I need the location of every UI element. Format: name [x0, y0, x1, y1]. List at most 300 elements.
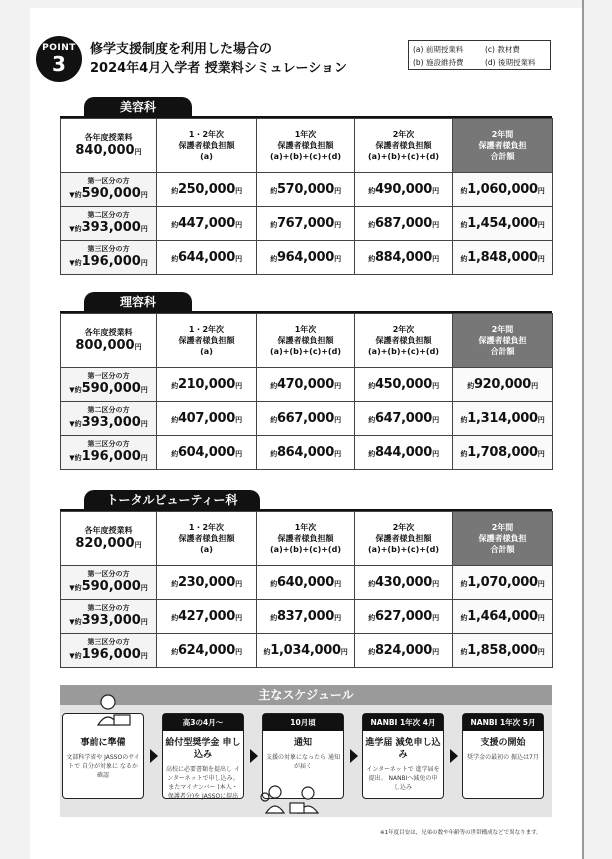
- yen-unit: 円: [134, 147, 142, 156]
- legend-c: (c) 教材費: [485, 45, 520, 54]
- amount-cell: [355, 207, 453, 241]
- yen-unit: 円: [537, 614, 545, 622]
- course-name: トータルビューティー科: [84, 490, 260, 510]
- discount-amount: [61, 449, 156, 466]
- base-fee-label: 各年度授業料: [84, 327, 133, 337]
- base-fee-amount: [61, 338, 156, 355]
- discount-value: 196,000: [81, 647, 141, 662]
- yen-unit: 円: [235, 580, 242, 588]
- table-row: [61, 436, 553, 470]
- yen-unit: 円: [140, 386, 148, 394]
- category-label: 第二区分の方: [87, 604, 130, 612]
- category-cell: [61, 207, 157, 241]
- yen-unit: 円: [235, 221, 242, 229]
- amount-cell: [157, 600, 257, 634]
- amount-value: 920,000: [473, 377, 532, 392]
- amount-cell: [453, 402, 553, 436]
- column-header-col3: [355, 512, 453, 566]
- amount-cell: [157, 207, 257, 241]
- table-row: [61, 600, 553, 634]
- approx-prefix: 約: [368, 614, 375, 622]
- yen-unit: 円: [140, 454, 148, 462]
- column-header-line: 2年次: [392, 325, 415, 334]
- category-label: 第一区分の方: [87, 177, 130, 185]
- category-cell: [61, 402, 157, 436]
- yen-unit: 円: [537, 187, 545, 195]
- approx-prefix: 約: [171, 255, 178, 263]
- amount-value: 1,070,000: [467, 575, 538, 590]
- base-fee-cell: [61, 314, 157, 368]
- course-section: [60, 490, 552, 670]
- approx-prefix: 約: [263, 648, 271, 656]
- amount-cell: [355, 600, 453, 634]
- yen-unit: 円: [334, 221, 341, 229]
- column-header-line: 1・2年次: [188, 130, 225, 139]
- approx-prefix: 約: [460, 648, 468, 656]
- step-arrow-icon: [350, 749, 358, 763]
- column-header-col3: [355, 314, 453, 368]
- approx-prefix: 約: [467, 382, 474, 390]
- category-label: 第一区分の方: [87, 372, 130, 380]
- column-header-col2: [257, 512, 355, 566]
- column-header-line: 1・2年次: [188, 325, 225, 334]
- category-cell: [61, 241, 157, 275]
- amount-cell: [355, 173, 453, 207]
- table-row: [61, 173, 553, 207]
- table-row: [61, 207, 553, 241]
- legend-d: (d) 後期授業料: [485, 58, 536, 67]
- base-amount-value: 820,000: [75, 535, 135, 551]
- column-header-line: 2年次: [392, 130, 415, 139]
- column-header-line: 保護者様負担額: [375, 336, 432, 345]
- column-header-line: (a)+(b)+(c)+(d): [270, 152, 341, 161]
- amount-cell: [355, 566, 453, 600]
- approx-prefix: 約: [460, 450, 468, 458]
- discount-prefix: ▼約: [69, 225, 82, 233]
- fee-table: [60, 313, 553, 470]
- category-label: 第三区分の方: [87, 245, 130, 253]
- approx-prefix: 約: [368, 255, 375, 263]
- table-row: [61, 368, 553, 402]
- amount-value: 1,464,000: [467, 609, 538, 624]
- amount-cell: [453, 436, 553, 470]
- amount-cell: [257, 368, 355, 402]
- step-title: 事前に準備: [80, 738, 126, 748]
- category-label: 第三区分の方: [87, 638, 130, 646]
- column-header-line: 保護者様負担額: [178, 141, 235, 150]
- amount-cell: [453, 566, 553, 600]
- column-header-col1: [157, 119, 257, 173]
- amount-value: 430,000: [374, 575, 433, 590]
- column-header-col2: [257, 314, 355, 368]
- category-label: 第二区分の方: [87, 406, 130, 414]
- amount-value: 407,000: [177, 411, 236, 426]
- schedule-heading: 主なスケジュール: [60, 685, 552, 705]
- yen-unit: 円: [432, 450, 439, 458]
- column-header-col2: [257, 119, 355, 173]
- approx-prefix: 約: [368, 648, 375, 656]
- column-header-line: 合計額: [490, 347, 515, 356]
- amount-cell: [355, 241, 453, 275]
- step-title: 支援の開始: [480, 738, 526, 748]
- base-fee-amount: [61, 536, 156, 553]
- category-cell: [61, 566, 157, 600]
- yen-unit: 円: [537, 648, 545, 656]
- yen-unit: 円: [432, 187, 439, 195]
- amount-value: 647,000: [374, 411, 433, 426]
- step-description: 支援の対象になったら 通知が届く: [266, 754, 340, 770]
- approx-prefix: 約: [368, 450, 375, 458]
- yen-unit: 円: [235, 382, 242, 390]
- approx-prefix: 約: [171, 614, 178, 622]
- base-amount-value: 840,000: [75, 142, 135, 158]
- amount-value: 1,060,000: [467, 182, 538, 197]
- point-badge: [36, 36, 82, 82]
- yen-unit: 円: [432, 614, 439, 622]
- category-label: 第一区分の方: [87, 570, 130, 578]
- amount-cell: [157, 241, 257, 275]
- category-label: 第二区分の方: [87, 211, 130, 219]
- yen-unit: 円: [235, 648, 242, 656]
- amount-cell: [453, 173, 553, 207]
- column-header-line: 2年間: [491, 523, 514, 532]
- amount-cell: [453, 207, 553, 241]
- discount-value: 393,000: [81, 415, 141, 430]
- approx-prefix: 約: [460, 416, 468, 424]
- step-description: 奨学金の最初の 振込は7月: [467, 754, 539, 761]
- column-header-line: 合計額: [490, 545, 515, 554]
- amount-value: 1,034,000: [270, 643, 341, 658]
- approx-prefix: 約: [171, 187, 178, 195]
- amount-cell: [257, 207, 355, 241]
- approx-prefix: 約: [460, 187, 468, 195]
- amount-cell: [355, 368, 453, 402]
- discount-value: 590,000: [81, 579, 141, 594]
- discount-prefix: ▼約: [69, 618, 82, 626]
- amount-value: 767,000: [276, 216, 335, 231]
- title-line2: 2024年4月入学者 授業料シミュレーション: [90, 61, 347, 76]
- approx-prefix: 約: [171, 450, 178, 458]
- yen-unit: 円: [537, 580, 545, 588]
- amount-cell: [355, 634, 453, 668]
- step-arrow-icon: [250, 749, 258, 763]
- discount-amount: [61, 220, 156, 237]
- column-header-col4: [453, 512, 553, 566]
- yen-unit: 円: [432, 221, 439, 229]
- schedule-panel: [60, 685, 552, 817]
- column-header-line: (a): [200, 152, 213, 161]
- yen-unit: 円: [140, 225, 148, 233]
- yen-unit: 円: [537, 255, 545, 263]
- amount-value: 427,000: [177, 609, 236, 624]
- approx-prefix: 約: [171, 221, 178, 229]
- table-row: [61, 402, 553, 436]
- amount-value: 1,848,000: [467, 250, 538, 265]
- column-header-line: 1・2年次: [188, 523, 225, 532]
- amount-cell: [355, 436, 453, 470]
- approx-prefix: 約: [368, 580, 375, 588]
- column-header-col4: [453, 314, 553, 368]
- amount-value: 604,000: [177, 445, 236, 460]
- table-header-row: [61, 314, 553, 368]
- column-header-line: 保護者様負担額: [178, 534, 235, 543]
- yen-unit: 円: [432, 382, 439, 390]
- yen-unit: 円: [334, 187, 341, 195]
- discount-value: 590,000: [81, 381, 141, 396]
- discount-value: 196,000: [81, 449, 141, 464]
- column-header-line: (a)+(b)+(c)+(d): [368, 545, 439, 554]
- yen-unit: 円: [235, 450, 242, 458]
- yen-unit: 円: [432, 416, 439, 424]
- column-header-line: 2年間: [491, 130, 514, 139]
- column-header-line: 1年次: [294, 325, 317, 334]
- course-name: 美容科: [84, 97, 192, 117]
- column-header-line: 保護者様負担額: [375, 534, 432, 543]
- amount-cell: [453, 634, 553, 668]
- approx-prefix: 約: [368, 416, 375, 424]
- category-cell: [61, 436, 157, 470]
- discount-amount: [61, 254, 156, 271]
- schedule-step: [362, 713, 444, 799]
- discount-value: 393,000: [81, 220, 141, 235]
- yen-unit: 円: [340, 648, 348, 656]
- column-header-line: 保護者様負担: [478, 141, 527, 150]
- yen-unit: 円: [235, 416, 242, 424]
- approx-prefix: 約: [171, 580, 178, 588]
- amount-cell: [257, 566, 355, 600]
- table-row: [61, 566, 553, 600]
- discount-prefix: ▼約: [69, 652, 82, 660]
- yen-unit: 円: [537, 221, 545, 229]
- amount-value: 964,000: [276, 250, 335, 265]
- course-name: 理容科: [84, 292, 192, 312]
- page-title: [90, 40, 347, 78]
- yen-unit: 円: [334, 382, 341, 390]
- column-header-col1: [157, 512, 257, 566]
- yen-unit: 円: [432, 255, 439, 263]
- amount-value: 824,000: [374, 643, 433, 658]
- amount-value: 667,000: [276, 411, 335, 426]
- fee-legend: [408, 40, 551, 70]
- course-section: [60, 97, 552, 277]
- approx-prefix: 約: [171, 648, 178, 656]
- amount-cell: [257, 436, 355, 470]
- approx-prefix: 約: [270, 450, 277, 458]
- amount-value: 884,000: [374, 250, 433, 265]
- step-description: 高校に必要書類を提出し インターネットで申し込み。 またマイナンバー (本人・保護者分)を JASSOに提出: [166, 766, 240, 800]
- yen-unit: 円: [235, 614, 242, 622]
- category-cell: [61, 368, 157, 402]
- person-magnifier-icon: [258, 783, 292, 815]
- legend-a: (a) 前期授業料: [413, 45, 464, 54]
- approx-prefix: 約: [270, 221, 277, 229]
- amount-cell: [257, 600, 355, 634]
- amount-cell: [355, 402, 453, 436]
- discount-prefix: ▼約: [69, 259, 82, 267]
- page-edge: [582, 0, 584, 859]
- approx-prefix: 約: [270, 416, 277, 424]
- discount-value: 590,000: [81, 186, 141, 201]
- amount-value: 450,000: [374, 377, 433, 392]
- amount-value: 864,000: [276, 445, 335, 460]
- amount-value: 250,000: [177, 182, 236, 197]
- approx-prefix: 約: [368, 382, 375, 390]
- amount-cell: [257, 241, 355, 275]
- column-header-line: 2年次: [392, 523, 415, 532]
- base-fee-cell: [61, 119, 157, 173]
- yen-unit: 円: [140, 584, 148, 592]
- base-fee-amount: [61, 143, 156, 160]
- legend-b: (b) 施設維持費: [413, 58, 464, 67]
- amount-value: 627,000: [374, 609, 433, 624]
- yen-unit: 円: [334, 580, 341, 588]
- column-header-line: (a)+(b)+(c)+(d): [270, 545, 341, 554]
- table-header-row: [61, 512, 553, 566]
- person-computer-icon: [288, 785, 326, 815]
- approx-prefix: 約: [270, 614, 277, 622]
- category-cell: [61, 173, 157, 207]
- yen-unit: 円: [140, 420, 148, 428]
- approx-prefix: 約: [270, 187, 277, 195]
- approx-prefix: 約: [368, 221, 375, 229]
- column-header-line: (a): [200, 545, 213, 554]
- base-fee-label: 各年度授業料: [84, 525, 133, 535]
- discount-amount: [61, 579, 156, 596]
- title-line1: 修学支援制度を利用した場合の: [90, 42, 273, 57]
- column-header-col3: [355, 119, 453, 173]
- discount-prefix: ▼約: [69, 420, 82, 428]
- amount-value: 1,454,000: [467, 216, 538, 231]
- approx-prefix: 約: [171, 416, 178, 424]
- column-header-line: (a): [200, 347, 213, 356]
- step-description: インターネットで 進学届を提出。 NANBIへ減免の申し込み: [366, 766, 440, 791]
- approx-prefix: 約: [270, 255, 277, 263]
- amount-value: 624,000: [177, 643, 236, 658]
- amount-value: 687,000: [374, 216, 433, 231]
- step-tag: 10月頃: [263, 714, 343, 731]
- yen-unit: 円: [140, 618, 148, 626]
- step-description: 文部科学省や JASSOのサイトで 自分が対象に なるか確認: [66, 754, 140, 779]
- yen-unit: 円: [235, 187, 242, 195]
- amount-value: 1,314,000: [467, 411, 538, 426]
- step-title: 通知: [293, 738, 312, 748]
- amount-value: 570,000: [276, 182, 335, 197]
- discount-value: 393,000: [81, 613, 141, 628]
- amount-value: 644,000: [177, 250, 236, 265]
- yen-unit: 円: [140, 259, 148, 267]
- approx-prefix: 約: [460, 255, 468, 263]
- amount-value: 640,000: [276, 575, 335, 590]
- category-cell: [61, 600, 157, 634]
- discount-amount: [61, 186, 156, 203]
- fee-table: [60, 118, 553, 275]
- amount-value: 1,708,000: [467, 445, 538, 460]
- column-header-line: 保護者様負担額: [277, 336, 334, 345]
- column-header-col4: [453, 119, 553, 173]
- column-header-line: 保護者様負担: [478, 534, 527, 543]
- category-cell: [61, 634, 157, 668]
- yen-unit: 円: [432, 580, 439, 588]
- discount-prefix: ▼約: [69, 454, 82, 462]
- amount-cell: [257, 402, 355, 436]
- yen-unit: 円: [140, 191, 148, 199]
- amount-cell: [157, 173, 257, 207]
- person-laptop-icon: [92, 693, 132, 727]
- discount-prefix: ▼約: [69, 191, 82, 199]
- amount-value: 447,000: [177, 216, 236, 231]
- yen-unit: 円: [134, 342, 142, 351]
- amount-value: 470,000: [276, 377, 335, 392]
- amount-value: 844,000: [374, 445, 433, 460]
- yen-unit: 円: [531, 382, 538, 390]
- amount-cell: [257, 634, 355, 668]
- column-header-line: 合計額: [490, 152, 515, 161]
- approx-prefix: 約: [270, 580, 277, 588]
- step-arrow-icon: [150, 749, 158, 763]
- schedule-step: [462, 713, 544, 799]
- yen-unit: 円: [235, 255, 242, 263]
- column-header-line: 1年次: [294, 523, 317, 532]
- step-title: 進学届 減免申し込み: [365, 738, 441, 760]
- amount-cell: [453, 600, 553, 634]
- fee-table: [60, 511, 553, 668]
- footnote: ※1年度目安は、兄弟の数や年齢等の世帯構成などで異なります。: [380, 830, 542, 836]
- table-row: [61, 241, 553, 275]
- course-section: [60, 292, 552, 472]
- discount-amount: [61, 613, 156, 630]
- amount-cell: [453, 368, 553, 402]
- approx-prefix: 約: [460, 221, 468, 229]
- base-amount-value: 800,000: [75, 337, 135, 353]
- amount-value: 230,000: [177, 575, 236, 590]
- step-tag: 高3の4月～: [163, 714, 243, 731]
- yen-unit: 円: [537, 416, 545, 424]
- amount-value: 490,000: [374, 182, 433, 197]
- amount-cell: [157, 368, 257, 402]
- column-header-line: (a)+(b)+(c)+(d): [368, 152, 439, 161]
- amount-value: 1,858,000: [467, 643, 538, 658]
- step-arrow-icon: [450, 749, 458, 763]
- schedule-step: [162, 713, 244, 799]
- discount-value: 196,000: [81, 254, 141, 269]
- yen-unit: 円: [537, 450, 545, 458]
- amount-cell: [157, 566, 257, 600]
- amount-value: 837,000: [276, 609, 335, 624]
- step-tag: NANBI 1年次 5月: [463, 714, 543, 731]
- amount-cell: [257, 173, 355, 207]
- category-label: 第三区分の方: [87, 440, 130, 448]
- amount-cell: [453, 241, 553, 275]
- approx-prefix: 約: [171, 382, 178, 390]
- approx-prefix: 約: [270, 382, 277, 390]
- column-header-line: 保護者様負担額: [375, 141, 432, 150]
- yen-unit: 円: [334, 255, 341, 263]
- column-header-line: 保護者様負担額: [277, 141, 334, 150]
- column-header-line: 保護者様負担: [478, 336, 527, 345]
- discount-amount: [61, 415, 156, 432]
- step-title: 給付型奨学金 申し込み: [165, 738, 241, 760]
- yen-unit: 円: [134, 540, 142, 549]
- column-header-line: 保護者様負担額: [178, 336, 235, 345]
- yen-unit: 円: [334, 416, 341, 424]
- amount-cell: [157, 634, 257, 668]
- column-header-line: (a)+(b)+(c)+(d): [368, 347, 439, 356]
- discount-amount: [61, 647, 156, 664]
- amount-cell: [157, 436, 257, 470]
- column-header-line: 1年次: [294, 130, 317, 139]
- column-header-line: (a)+(b)+(c)+(d): [270, 347, 341, 356]
- approx-prefix: 約: [460, 614, 468, 622]
